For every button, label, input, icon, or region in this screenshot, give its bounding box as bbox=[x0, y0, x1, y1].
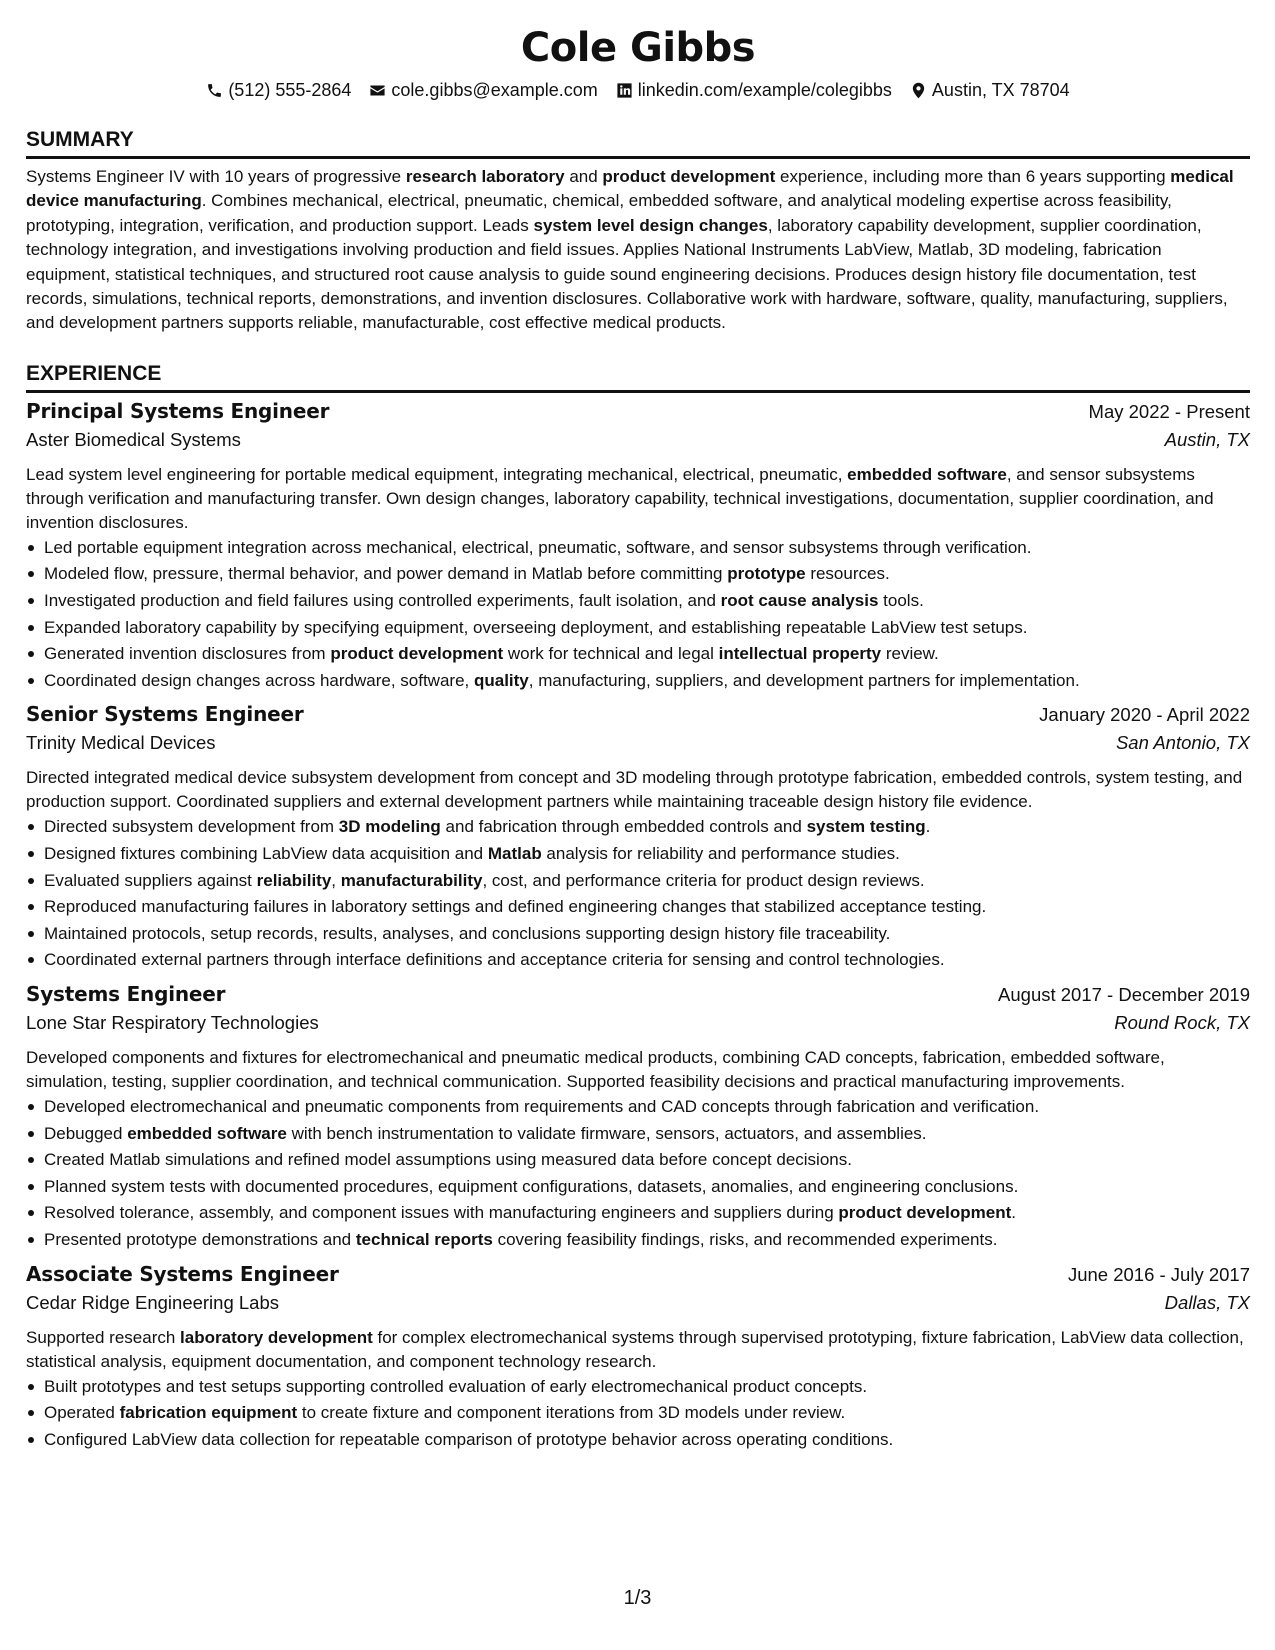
contact-email[interactable] bbox=[369, 78, 597, 102]
email-text[interactable]: cole.gibbs@example.com bbox=[391, 80, 598, 100]
job-dates: January 2020 - April 2022 bbox=[1039, 704, 1250, 726]
job-bullets bbox=[26, 535, 1250, 695]
bullet-item bbox=[26, 668, 1250, 695]
bold-text: fabrication equipment bbox=[119, 1403, 298, 1423]
contact-linkedin[interactable] bbox=[616, 78, 892, 102]
text-run: . Combines mechanical, electrical, pneumatic, chemical, embedded software, and analytical modeling expertise across feasibility, prototyping, integration, verification, and production support. Leads bbox=[26, 191, 1172, 235]
bold-text: product development bbox=[602, 167, 776, 186]
bold-text: product development bbox=[838, 1203, 1012, 1223]
job-entry bbox=[26, 399, 1250, 695]
bold-text: embedded software bbox=[847, 464, 1007, 484]
bold-text: intellectual property bbox=[718, 644, 882, 664]
text-run: Coordinated external partners through interface definitions and acceptance criteria for sensing and control technologies. bbox=[44, 950, 945, 970]
text-run: Configured LabView data collection for repeatable comparison of prototype behavior across operating conditions. bbox=[44, 1429, 894, 1449]
contact-bar bbox=[26, 78, 1250, 102]
job-dates: June 2016 - July 2017 bbox=[1067, 1263, 1250, 1285]
text-run: covering feasibility findings, risks, and recommended experiments. bbox=[492, 1229, 998, 1249]
page-number: 1/3 bbox=[623, 1587, 652, 1609]
bold-text: research laboratory bbox=[405, 167, 565, 186]
job-bullets bbox=[26, 1374, 1250, 1454]
summary-text bbox=[26, 165, 1250, 336]
job-description bbox=[26, 1046, 1250, 1094]
bullet-item bbox=[26, 1147, 1250, 1174]
text-run: Systems Engineer IV with 10 years of progressive bbox=[26, 167, 406, 186]
bold-text: Matlab bbox=[487, 844, 542, 863]
job-bullets bbox=[26, 1094, 1250, 1254]
job-description bbox=[26, 766, 1250, 814]
contact-phone bbox=[206, 78, 351, 102]
job-dates: August 2017 - December 2019 bbox=[998, 983, 1250, 1005]
job-location: San Antonio, TX bbox=[1115, 732, 1250, 754]
job-description bbox=[26, 1326, 1250, 1374]
linkedin-icon bbox=[616, 82, 633, 99]
bullet-item bbox=[26, 814, 1250, 841]
job-description bbox=[26, 463, 1250, 535]
text-run: with bench instrumentation to validate firmware, sensors, actuators, and assemblies. bbox=[286, 1123, 927, 1143]
text-run: Resolved tolerance, assembly, and component issues with manufacturing engineers and suppliers during bbox=[44, 1203, 839, 1223]
bullet-item bbox=[26, 1374, 1250, 1401]
text-run: Generated invention disclosures from bbox=[44, 644, 331, 664]
bold-text: reliability bbox=[256, 870, 332, 890]
bullet-item bbox=[26, 894, 1250, 921]
text-run: for complex electromechanical systems through supervised prototyping, fixture fabrication, LabView data collection, statistical analysis, equipment documentation, and component technology research. bbox=[26, 1327, 1244, 1371]
text-run: , bbox=[331, 870, 341, 890]
text-run: . bbox=[925, 817, 931, 837]
text-run: Presented prototype demonstrations and bbox=[44, 1229, 356, 1249]
text-run: Maintained protocols, setup records, results, analyses, and conclusions supporting design history file traceability. bbox=[44, 923, 891, 943]
company-name: Lone Star Respiratory Technologies bbox=[26, 1011, 319, 1033]
resume-page bbox=[26, 20, 1250, 1453]
text-run: Investigated production and field failures using controlled experiments, fault isolation, and bbox=[44, 591, 721, 611]
company-name: Aster Biomedical Systems bbox=[26, 428, 241, 450]
text-run: Created Matlab simulations and refined model assumptions using measured data before concept decisions. bbox=[44, 1150, 852, 1170]
job-title: Systems Engineer bbox=[26, 981, 226, 1006]
bullet-item bbox=[26, 615, 1250, 642]
text-run: tools. bbox=[878, 591, 924, 611]
bullet-item bbox=[26, 641, 1250, 668]
job-dates: May 2022 - Present bbox=[1088, 400, 1250, 422]
experience-heading: EXPERIENCE bbox=[26, 360, 1250, 393]
linkedin-text[interactable]: linkedin.com/example/colegibbs bbox=[637, 80, 892, 100]
text-run: Reproduced manufacturing failures in laboratory settings and defined engineering changes that stabilized acceptance testing. bbox=[44, 897, 987, 917]
text-run: Designed fixtures combining LabView data acquisition and bbox=[44, 844, 488, 863]
text-run: Developed electromechanical and pneumatic components from requirements and CAD concepts through fabrication and verification. bbox=[44, 1096, 1040, 1116]
location-pin-icon bbox=[910, 82, 927, 99]
bullet-item bbox=[26, 535, 1250, 562]
summary-heading: SUMMARY bbox=[26, 126, 1250, 159]
company-name: Cedar Ridge Engineering Labs bbox=[26, 1291, 280, 1313]
text-run: . bbox=[1011, 1203, 1017, 1223]
bold-text: prototype bbox=[727, 564, 806, 584]
text-run: Supported research bbox=[26, 1327, 181, 1347]
bold-text: quality bbox=[473, 670, 529, 690]
text-run: Built prototypes and test setups supporting controlled evaluation of early electromechanical product concepts. bbox=[44, 1376, 868, 1396]
candidate-name: Cole Gibbs bbox=[520, 25, 756, 71]
bold-text: system testing bbox=[806, 817, 926, 837]
phone-text: (512) 555-2864 bbox=[228, 80, 352, 100]
bullet-item bbox=[26, 1174, 1250, 1201]
location-text: Austin, TX 78704 bbox=[931, 80, 1070, 100]
text-run: work for technical and legal bbox=[503, 644, 719, 664]
text-run: , laboratory capability development, supplier coordination, technology integration, and investigations involving production and field issues. Applies National Instruments LabView, Matlab, 3D modeling, fabrication equipment, statistical techniques, and structured root cause analysis to guide sound engineering decisions. Produces design history file documentation, test records, simulations, technical reports, demonstrations, and invention disclosures. Collaborative work with hardware, software, quality, manufacturing, suppliers, and development partners supports reliable, manufacturable, cost effective medical products. bbox=[26, 215, 1228, 333]
bullet-item bbox=[26, 1094, 1250, 1121]
job-entry bbox=[26, 982, 1250, 1254]
text-run: Lead system level engineering for portable medical equipment, integrating mechanical, electrical, pneumatic, bbox=[26, 464, 848, 484]
text-run: review. bbox=[881, 644, 939, 664]
text-run: Developed components and fixtures for electromechanical and pneumatic medical products, combining CAD concepts, fabrication, embedded software, simulation, testing, supplier coordination, and technical communication. Supported feasibility decisions and practical manufacturing improvements. bbox=[26, 1047, 1165, 1091]
text-run: Debugged bbox=[44, 1123, 128, 1143]
text-run: Led portable equipment integration across mechanical, electrical, pneumatic, software, and sensor subsystems through verification. bbox=[44, 537, 1032, 557]
job-title: Associate Systems Engineer bbox=[26, 1261, 339, 1286]
bullet-item bbox=[26, 1121, 1250, 1148]
phone-icon bbox=[206, 82, 223, 99]
bold-text: embedded software bbox=[127, 1123, 287, 1143]
text-run: analysis for reliability and performance studies. bbox=[541, 844, 900, 863]
bold-text: manufacturability bbox=[340, 870, 483, 890]
bold-text: medical device manufacturing bbox=[26, 167, 1234, 211]
bold-text: 3D modeling bbox=[338, 817, 441, 837]
email-icon bbox=[369, 82, 386, 99]
bullet-item bbox=[26, 1227, 1250, 1254]
text-run: and fabrication through embedded controls and bbox=[440, 817, 807, 837]
job-location: Austin, TX bbox=[1164, 428, 1250, 450]
text-run: , and sensor subsystems through verification and manufacturing transfer. Own design changes, laboratory capability, technical investigations, documentation, supplier coordination, and invention disclosures. bbox=[26, 464, 1214, 532]
text-run: Expanded laboratory capability by specifying equipment, overseeing deployment, and establishing repeatable LabView test setups. bbox=[44, 617, 1028, 637]
text-run: resources. bbox=[805, 564, 890, 584]
bold-text: system level design changes bbox=[533, 215, 768, 235]
bullet-item bbox=[26, 1200, 1250, 1227]
text-run: Directed subsystem development from bbox=[44, 817, 339, 837]
bullet-item bbox=[26, 588, 1250, 615]
job-location: Round Rock, TX bbox=[1114, 1011, 1250, 1033]
job-bullets bbox=[26, 814, 1250, 974]
experience-list bbox=[26, 399, 1250, 1453]
company-name: Trinity Medical Devices bbox=[26, 732, 216, 754]
bullet-item bbox=[26, 1427, 1250, 1454]
bullet-item bbox=[26, 561, 1250, 588]
job-location: Dallas, TX bbox=[1164, 1291, 1250, 1313]
bullet-item bbox=[26, 947, 1250, 974]
bullet-item bbox=[26, 1400, 1250, 1427]
text-run: Planned system tests with documented procedures, equipment configurations, datasets, anomalies, and engineering conclusions. bbox=[44, 1176, 1019, 1196]
text-run: and bbox=[564, 167, 603, 186]
bold-text: root cause analysis bbox=[720, 591, 879, 611]
contact-location bbox=[910, 78, 1070, 102]
bold-text: laboratory development bbox=[180, 1327, 373, 1347]
text-run: Coordinated design changes across hardware, software, bbox=[44, 670, 474, 690]
text-run: , cost, and performance criteria for product design reviews. bbox=[482, 870, 925, 890]
text-run: Evaluated suppliers against bbox=[44, 870, 257, 890]
bullet-item bbox=[26, 921, 1250, 948]
bullet-item bbox=[26, 868, 1250, 895]
job-title: Principal Systems Engineer bbox=[26, 398, 330, 423]
text-run: to create fixture and component iterations from 3D models under review. bbox=[297, 1403, 846, 1423]
job-entry bbox=[26, 702, 1250, 974]
job-entry bbox=[26, 1262, 1250, 1454]
bullet-item bbox=[26, 841, 1250, 868]
text-run: , manufacturing, suppliers, and development partners for implementation. bbox=[528, 670, 1080, 690]
job-title: Senior Systems Engineer bbox=[26, 702, 304, 727]
text-run: Modeled flow, pressure, thermal behavior, and power demand in Matlab before committing bbox=[44, 564, 728, 584]
text-run: experience, including more than 6 years supporting bbox=[775, 167, 1171, 186]
bold-text: technical reports bbox=[355, 1229, 493, 1249]
text-run: Directed integrated medical device subsystem development from concept and 3D modeling through prototype fabrication, embedded controls, system testing, and production support. Coordinated suppliers and external development partners while maintaining traceable design history file evidence. bbox=[26, 768, 1243, 812]
text-run: Operated bbox=[44, 1403, 120, 1423]
bold-text: product development bbox=[330, 644, 504, 664]
